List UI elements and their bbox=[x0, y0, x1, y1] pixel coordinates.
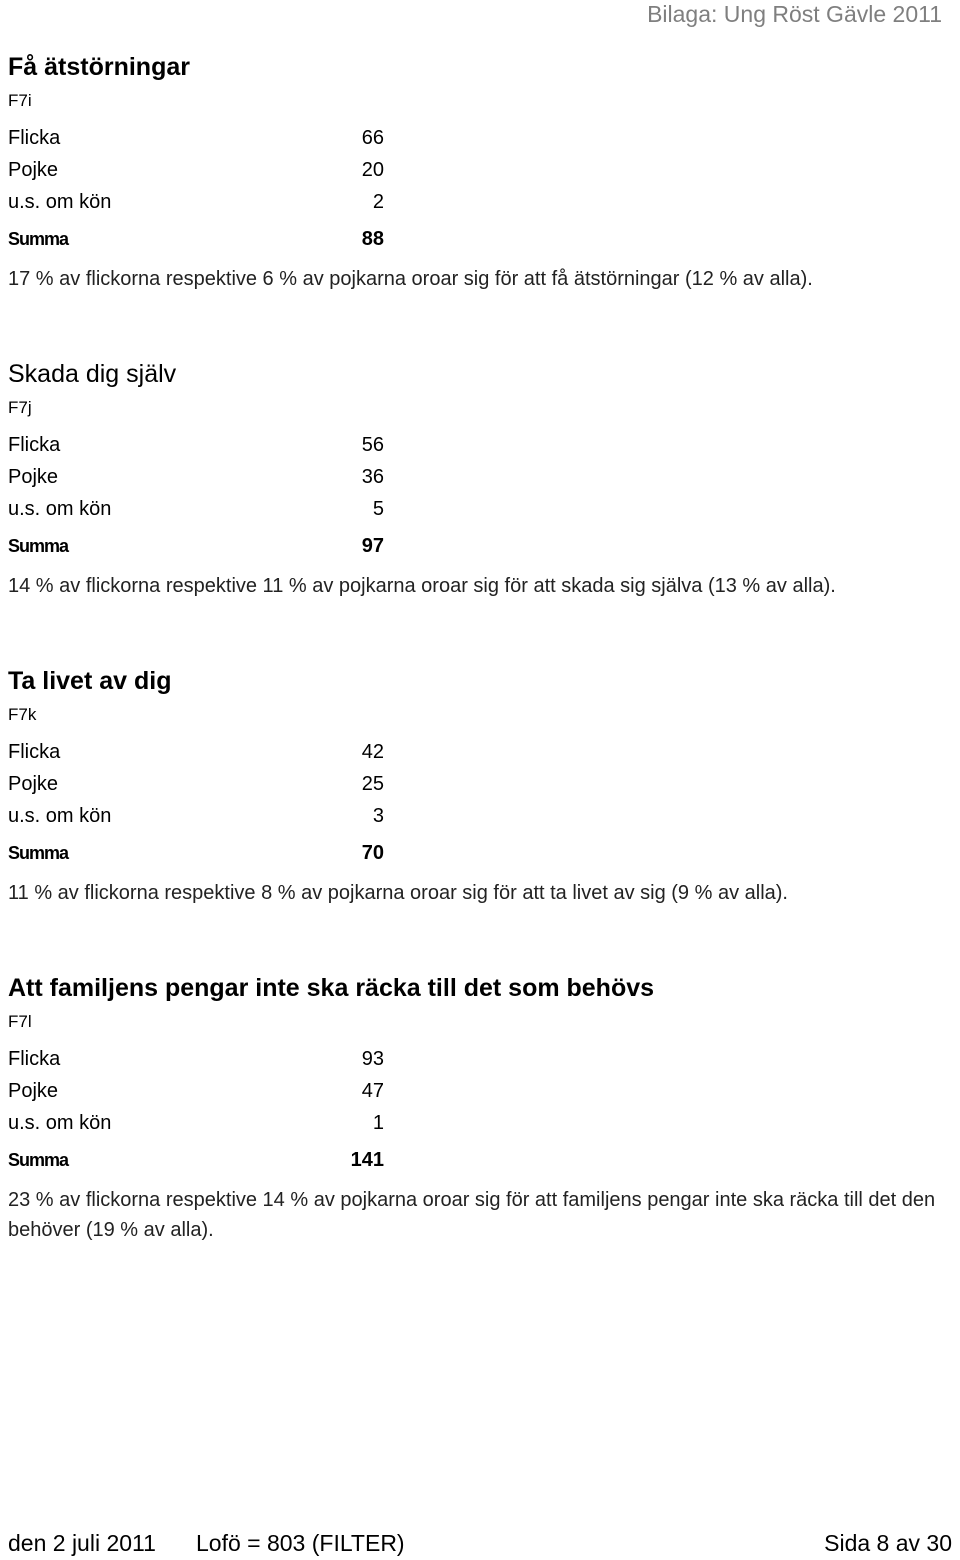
row-value: 36 bbox=[361, 466, 384, 488]
table-row bbox=[8, 736, 384, 768]
table-row bbox=[8, 1075, 384, 1107]
footer-page-number: Sida 8 av 30 bbox=[824, 1530, 952, 1556]
table-row bbox=[8, 1107, 384, 1139]
table-row bbox=[8, 1043, 384, 1075]
row-label: u.s. om kön bbox=[8, 1112, 112, 1134]
row-value: 1 bbox=[372, 1112, 384, 1134]
section-title: Skada dig själv bbox=[8, 360, 177, 388]
footer-date: den 2 juli 2011 bbox=[8, 1530, 156, 1556]
row-value: 20 bbox=[361, 159, 384, 181]
section-self-harm bbox=[8, 359, 948, 601]
section-family-money bbox=[8, 973, 948, 1245]
section-title: Att familjens pengar inte ska räcka till det som behövs bbox=[8, 974, 655, 1002]
total-label: Summa bbox=[8, 229, 69, 249]
row-label: Pojke bbox=[8, 159, 59, 181]
total-value: 97 bbox=[361, 535, 384, 557]
row-value: 47 bbox=[361, 1080, 384, 1102]
row-value: 2 bbox=[372, 191, 384, 213]
row-value: 25 bbox=[361, 773, 384, 795]
summary-note: 11 % av flickorna respektive 8 % av pojkarna oroar sig för att ta livet av sig (9 % av alla). bbox=[8, 882, 788, 904]
row-label: Pojke bbox=[8, 466, 59, 488]
question-code: F7j bbox=[8, 398, 32, 417]
row-label: u.s. om kön bbox=[8, 191, 112, 213]
total-row bbox=[8, 530, 384, 562]
total-value: 70 bbox=[361, 842, 384, 864]
footer-filter: Lofö = 803 (FILTER) bbox=[196, 1530, 405, 1556]
question-code: F7i bbox=[8, 91, 32, 110]
total-label: Summa bbox=[8, 1150, 69, 1170]
question-code: F7l bbox=[8, 1012, 32, 1031]
table-row bbox=[8, 429, 384, 461]
row-value: 56 bbox=[361, 434, 384, 456]
total-row bbox=[8, 1144, 384, 1176]
total-value: 88 bbox=[361, 228, 384, 250]
total-value: 141 bbox=[350, 1149, 384, 1171]
total-label: Summa bbox=[8, 536, 69, 556]
row-value: 5 bbox=[372, 498, 384, 520]
table-row bbox=[8, 186, 384, 218]
row-label: Flicka bbox=[8, 741, 61, 763]
row-value: 42 bbox=[361, 741, 384, 763]
row-value: 66 bbox=[361, 127, 384, 149]
row-label: Flicka bbox=[8, 434, 61, 456]
row-label: Pojke bbox=[8, 773, 59, 795]
page-footer bbox=[8, 1528, 952, 1558]
table-row bbox=[8, 800, 384, 832]
table-row bbox=[8, 461, 384, 493]
question-code: F7k bbox=[8, 705, 37, 724]
row-label: Flicka bbox=[8, 1048, 61, 1070]
table-row bbox=[8, 122, 384, 154]
summary-note: 14 % av flickorna respektive 11 % av pojkarna oroar sig för att skada sig själva (13 % av alla). bbox=[8, 575, 836, 597]
row-label: Flicka bbox=[8, 127, 61, 149]
summary-note: 17 % av flickorna respektive 6 % av pojkarna oroar sig för att få ätstörningar (12 % av alla). bbox=[8, 268, 813, 290]
table-row bbox=[8, 768, 384, 800]
summary-note: 23 % av flickorna respektive 14 % av pojkarna oroar sig för att familjens pengar inte ska räcka till det den behöver (19 % av alla). bbox=[8, 1189, 936, 1241]
count-table bbox=[8, 429, 384, 562]
count-table bbox=[8, 122, 384, 255]
total-row bbox=[8, 837, 384, 869]
table-row bbox=[8, 154, 384, 186]
table-row bbox=[8, 493, 384, 525]
section-suicide bbox=[8, 666, 948, 908]
row-value: 93 bbox=[361, 1048, 384, 1070]
row-label: u.s. om kön bbox=[8, 805, 112, 827]
row-label: u.s. om kön bbox=[8, 498, 112, 520]
row-value: 3 bbox=[372, 805, 384, 827]
count-table bbox=[8, 736, 384, 869]
row-label: Pojke bbox=[8, 1080, 59, 1102]
total-row bbox=[8, 223, 384, 255]
section-title: Få ätstörningar bbox=[8, 53, 190, 81]
section-eating-disorders bbox=[8, 52, 948, 294]
appendix-header: Bilaga: Ung Röst Gävle 2011 bbox=[647, 1, 942, 27]
section-title: Ta livet av dig bbox=[8, 667, 172, 695]
total-label: Summa bbox=[8, 843, 69, 863]
count-table bbox=[8, 1043, 384, 1176]
